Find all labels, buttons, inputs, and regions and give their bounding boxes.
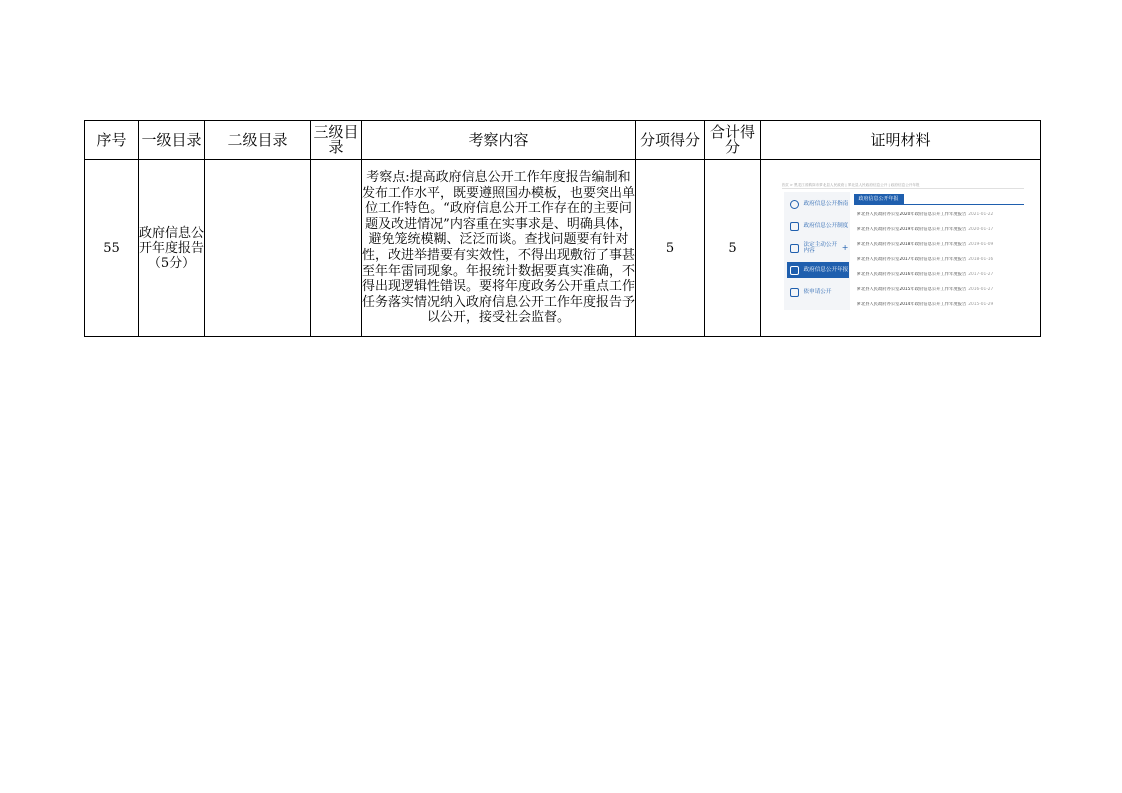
compass-icon	[790, 200, 799, 209]
plus-icon: +	[841, 242, 849, 252]
cell-item-score: 5	[636, 160, 705, 337]
report-date: 2021-01-22	[968, 212, 994, 217]
table-row	[85, 160, 1041, 337]
evaluation-table	[84, 120, 1041, 337]
breadcrumb: 首页 > 黑龙江省鹤岗市萝北县人民政府 | 萝北县人民政府信息公开 | 政府信息公开年报	[782, 182, 1024, 189]
header-level3: 三级目录	[311, 121, 362, 160]
report-title: 萝北县人民政府办公室2016年政府信息公开工作年度报告	[856, 272, 967, 277]
report-date: 2016-01-27	[968, 287, 994, 292]
report-title: 萝北县人民政府办公室2015年政府信息公开工作年度报告	[856, 287, 967, 292]
sidebar-item-application[interactable]	[787, 284, 849, 300]
cell-level1: 政府信息公开年度报告（5分）	[139, 160, 205, 337]
report-title: 萝北县人民政府办公室2020年政府信息公开工作年度报告	[856, 212, 967, 217]
evidence-screenshot	[778, 182, 1024, 314]
header-content: 考察内容	[362, 121, 636, 160]
folder-icon	[790, 266, 799, 275]
cell-level2	[205, 160, 311, 337]
list-item[interactable]	[857, 227, 1024, 233]
header-total-score: 合计得分	[705, 121, 761, 160]
header-level1: 一级目录	[139, 121, 205, 160]
cell-evidence	[761, 160, 1041, 337]
header-evidence: 证明材料	[761, 121, 1041, 160]
list-item[interactable]	[857, 287, 1024, 293]
report-title: 萝北县人民政府办公室2014年政府信息公开工作年度报告	[856, 302, 967, 307]
sidebar-item-label: 法定主动公开内容	[803, 241, 838, 254]
report-date: 2020-01-17	[968, 227, 994, 232]
report-title: 萝北县人民政府办公室2019年政府信息公开工作年度报告	[856, 227, 967, 232]
header-level2: 二级目录	[205, 121, 311, 160]
sidebar-item-label: 依申请公开	[803, 288, 832, 295]
edit-icon	[790, 288, 799, 297]
cell-level3	[311, 160, 362, 337]
sidebar-item-label: 政府信息公开指南	[803, 200, 849, 207]
sidebar-item-label: 政府信息公开年报	[803, 266, 849, 273]
report-title: 萝北县人民政府办公室2017年政府信息公开工作年度报告	[856, 257, 967, 262]
report-title: 萝北县人民政府办公室2018年政府信息公开工作年度报告	[856, 242, 967, 247]
list-item[interactable]	[857, 257, 1024, 263]
list-item[interactable]	[857, 272, 1024, 278]
tab-annual-report[interactable]: 政府信息公开年报	[854, 194, 904, 204]
cell-seq: 55	[85, 160, 139, 337]
header-item-score: 分项得分	[636, 121, 705, 160]
evidence-sidebar	[784, 192, 850, 310]
list-item[interactable]	[857, 212, 1024, 218]
sidebar-item-statutory[interactable]	[787, 240, 849, 256]
report-date: 2018-01-16	[968, 257, 994, 262]
report-date: 2017-01-27	[968, 272, 994, 277]
header-seq: 序号	[85, 121, 139, 160]
sidebar-item-system[interactable]	[787, 218, 849, 234]
report-date: 2015-01-29	[968, 302, 994, 307]
sidebar-item-guide[interactable]	[787, 196, 849, 212]
cell-total-score: 5	[705, 160, 761, 337]
evidence-tab-bar	[854, 194, 1024, 205]
list-item[interactable]	[857, 242, 1024, 248]
list-item[interactable]	[857, 302, 1024, 308]
sidebar-item-annual-report[interactable]	[787, 262, 849, 278]
document-icon	[790, 222, 799, 231]
sidebar-item-label: 政府信息公开制度	[803, 222, 849, 229]
cell-content: 考察点:提高政府信息公开工作年度报告编制和发布工作水平，既要遵照国办模板，也要突出单位工作特色。“政府信息公开工作存在的主要问题及改进情况”内容重在实事求是、明确具体，避免笼统模糊、泛泛而谈。查找问题要有针对性，改进举措要有实效性，不得出现敷衍了事甚至年年雷同现象。年报统计数据要真实准确，不得出现逻辑性错误。要将年度政务公开重点工作任务落实情况纳入政府信息公开工作年度报告予以公开，接受社会监督。	[362, 160, 636, 337]
list-icon	[790, 244, 799, 253]
report-date: 2019-01-09	[968, 242, 994, 247]
header-row	[85, 121, 1041, 160]
